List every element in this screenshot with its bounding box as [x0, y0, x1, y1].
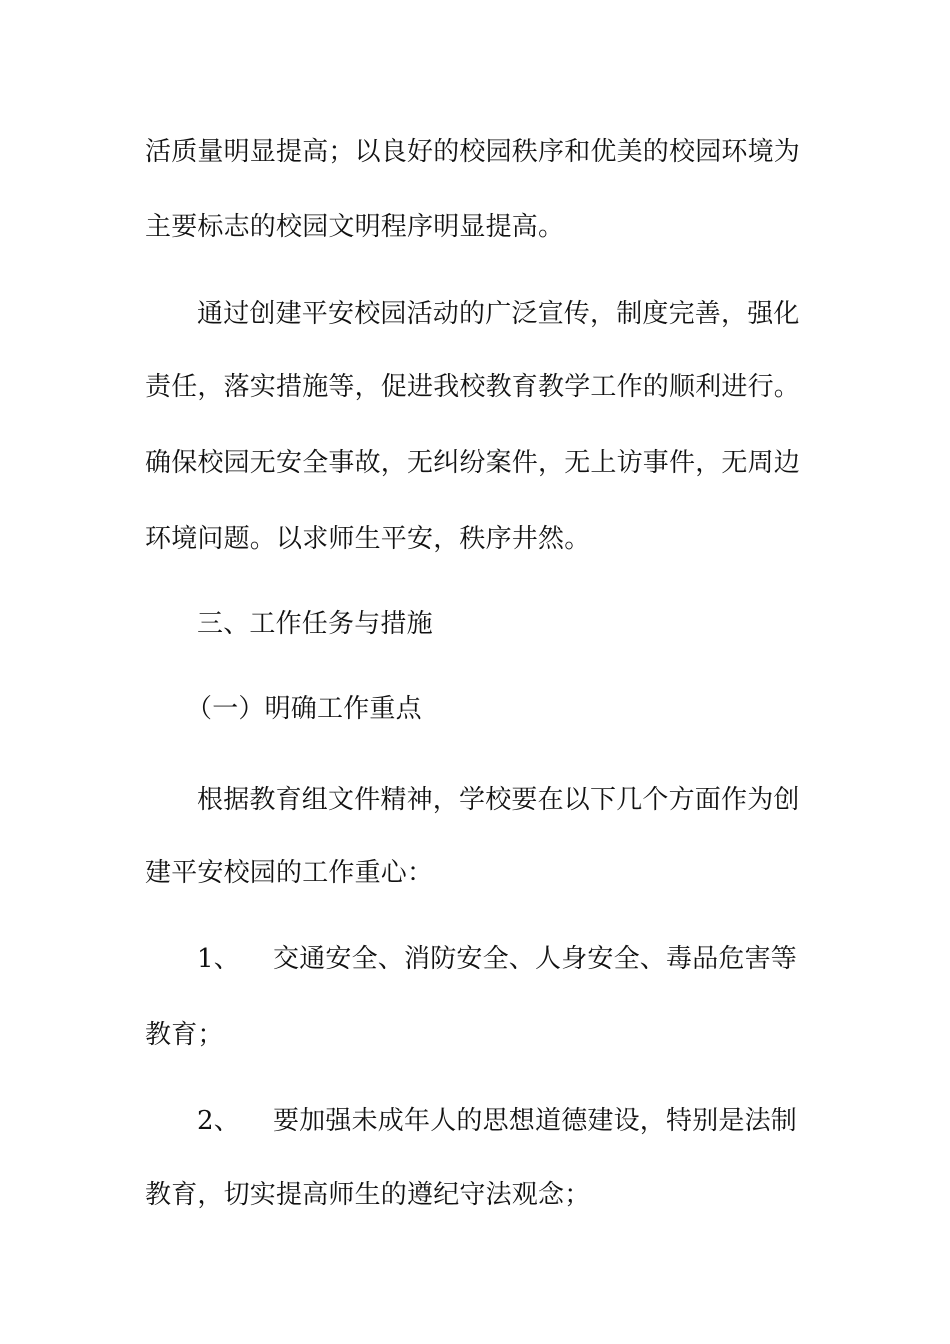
list-item-text: 交通安全、消防安全、人身安全、毒品危害等 — [273, 944, 798, 974]
paragraph-start-line: 根据教育组文件精神，学校要在以下几个方面作为创 — [197, 785, 800, 815]
list-item — [197, 942, 857, 976]
text-line: 环境问题。以求师生平安，秩序井然。 — [145, 524, 591, 554]
text-line: 教育； — [145, 1020, 224, 1050]
list-item — [197, 1104, 857, 1138]
list-item-number: 1、 — [197, 944, 240, 974]
text-line: 活质量明显提高；以良好的校园秩序和优美的校园环境为 — [145, 137, 801, 167]
subsection-heading: （一）明确工作重点 — [186, 694, 422, 724]
paragraph-start-line: 通过创建平安校园活动的广泛宣传，制度完善，强化 — [197, 299, 800, 329]
text-line: 教育，切实提高师生的遵纪守法观念； — [145, 1180, 591, 1210]
list-item-number: 2、 — [197, 1106, 240, 1136]
section-heading: 三、工作任务与措施 — [197, 609, 433, 639]
text-line: 主要标志的校园文明程序明显提高。 — [145, 212, 565, 242]
text-line: 建平安校园的工作重心： — [145, 858, 434, 888]
list-item-text: 要加强未成年人的思想道德建设，特别是法制 — [273, 1106, 798, 1136]
text-line: 责任，落实措施等，促进我校教育教学工作的顺利进行。 — [145, 372, 801, 402]
text-line: 确保校园无安全事故，无纠纷案件，无上访事件，无周边 — [145, 448, 801, 478]
